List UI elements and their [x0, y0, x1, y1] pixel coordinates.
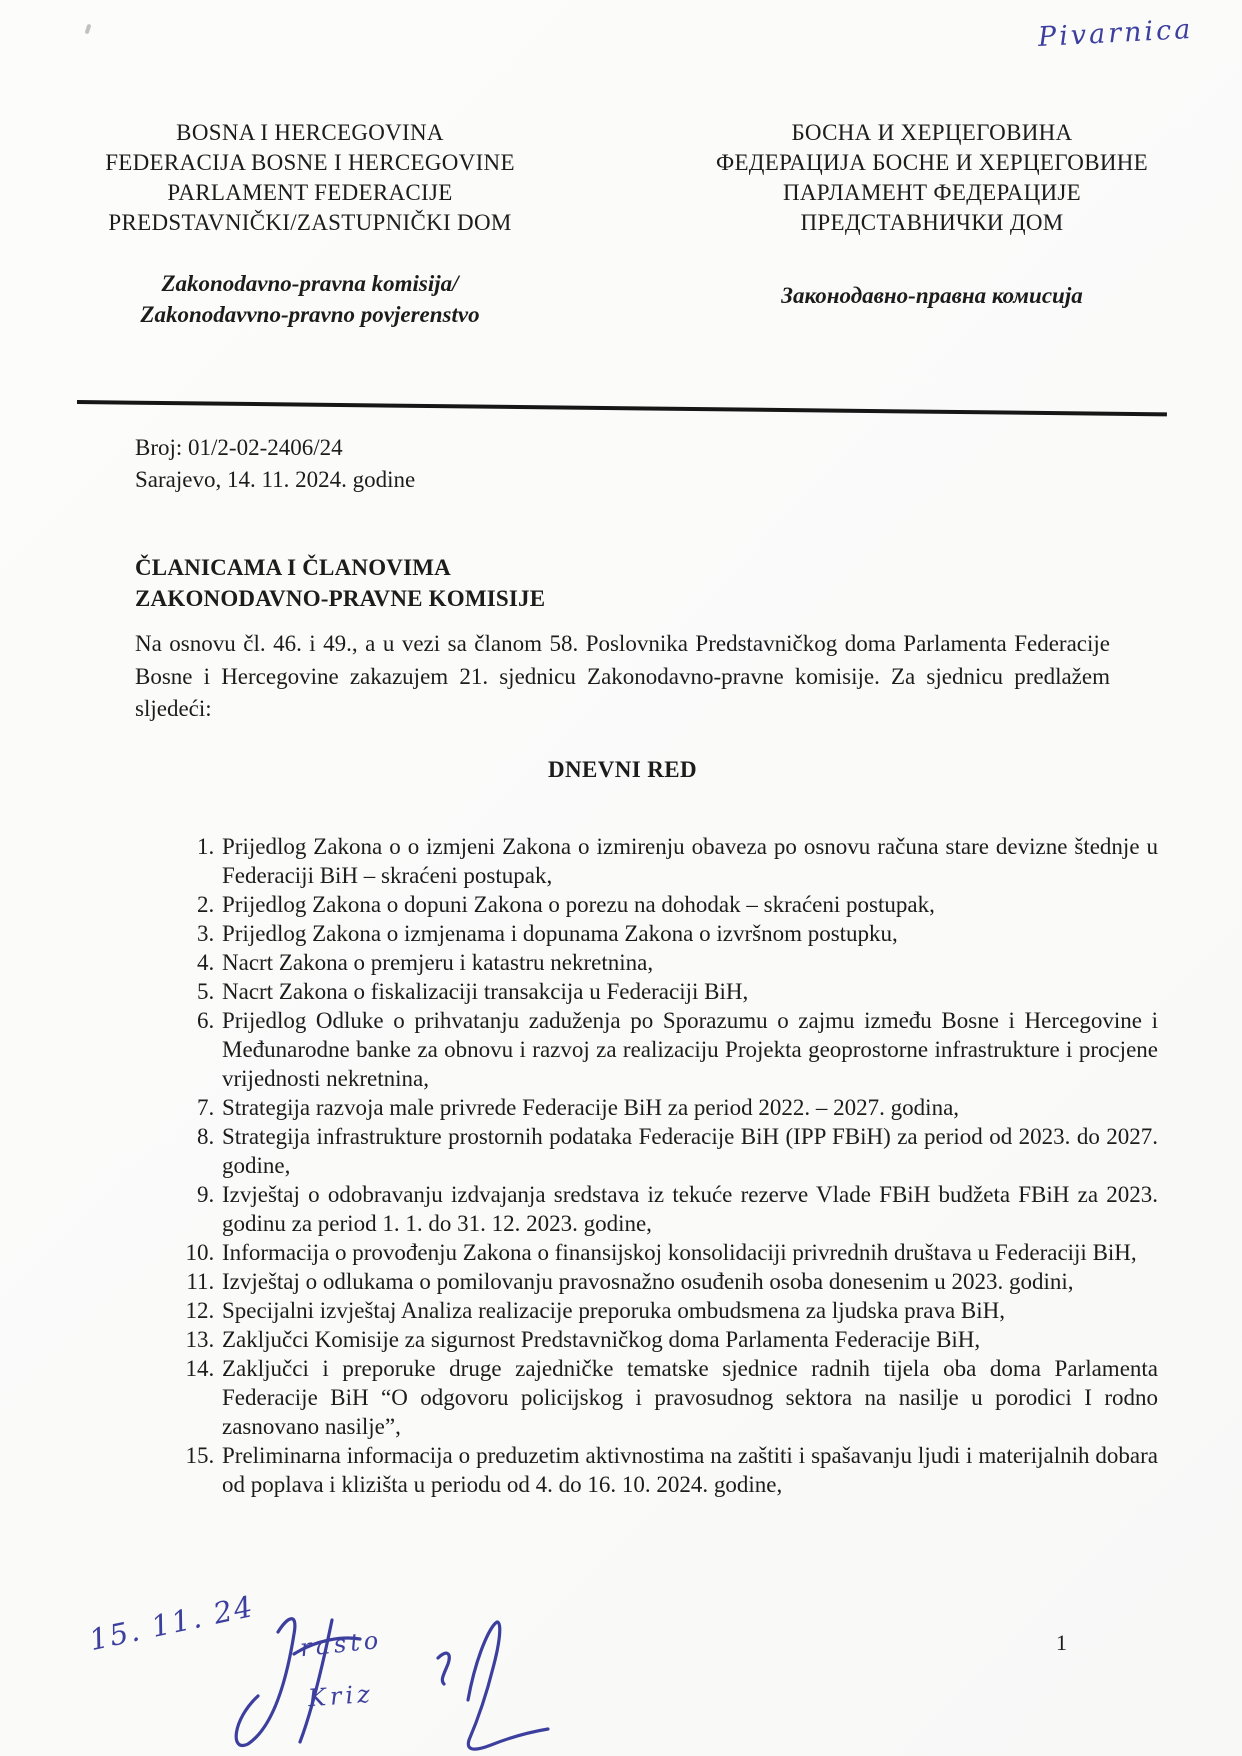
intro-paragraph: Na osnovu čl. 46. i 49., a u vezi sa članom 58. Poslovnika Predstavničkog doma Parlamenta Federacije Bosne i Hercegovine zakazujem 21. sjednicu Zakonodavno-pravne komisije. Za sjednicu predlažem sljedeći: — [135, 631, 1110, 721]
agenda-item-6: 6. Prijedlog Odluke o prihvatanju zaduženja po Sporazumu o zajmu između Bosne i Hercegovine i Međunarodne banke za obnovu i razvoj za realizaciju Projekta geoprostorne infrastrukture i procjene vrijednosti nekretnina, — [220, 1006, 1158, 1093]
agenda-item-8: 8. Strategija infrastrukture prostornih podataka Federacije BiH (IPP FBiH) za period od 2023. do 2027. godine, — [220, 1122, 1158, 1180]
agenda-title: DNEVNI RED — [547, 757, 698, 782]
committee-names — [60, 268, 1182, 330]
agenda-item-14: 14. Zaključci i preporuke druge zajedničke tematske sjednice radnih tijela oba doma Parlamenta Federacije BiH “O odgovoru policijskog i pravosudnog sektora na nasilje u porodici I rodno zasnovano nasilje”, — [220, 1354, 1158, 1441]
agenda-item-4: 4. Nacrt Zakona o premjeru i katastru nekretnina, — [220, 948, 1158, 977]
agenda-item-7: 7. Strategija razvoja male privrede Federacije BiH za period 2022. – 2027. godina, — [220, 1093, 1158, 1122]
handwritten-note-top: Pivarnica — [1037, 13, 1195, 54]
committee-right-line-1: Законодавно-правна комисија — [781, 283, 1083, 308]
institution-header — [60, 118, 1182, 238]
reference-block — [135, 432, 415, 496]
header-right-line-1: БОСНА И ХЕРЦЕГОВИНА — [791, 120, 1073, 145]
agenda-item-5: 5. Nacrt Zakona o fiskalizaciji transakcija u Federaciji BiH, — [220, 977, 1158, 1006]
signature-word-2: Kriz — [307, 1679, 375, 1713]
committee-left-line-1: Zakonodavno-pravna komisija/ — [161, 271, 459, 296]
header-right-line-3: ПАРЛАМЕНТ ФЕДЕРАЦИЈЕ — [782, 180, 1082, 205]
institution-header-left — [60, 118, 560, 238]
place-date: Sarajevo, 14. 11. 2024. godine — [135, 467, 416, 492]
agenda-item-1: 1. Prijedlog Zakona o o izmjeni Zakona o izmirenju obaveza po osnovu računa stare devizne štednje u Federaciji BiH – skraćeni postupak, — [220, 832, 1158, 890]
reference-number: Broj: 01/2-02-2406/24 — [135, 435, 343, 460]
agenda-item-3: 3. Prijedlog Zakona o izmjenama i dopunama Zakona o izvršnom postupku, — [220, 919, 1158, 948]
divider-rule — [77, 400, 1167, 416]
agenda-item-15: 15. Preliminarna informacija o preduzetim aktivnostima na zaštiti i spašavanju ljudi i materijalnih dobara od poplava i klizišta u periodu od 4. do 16. 10. 2024. godine, — [220, 1441, 1158, 1499]
addressee-line-2: ZAKONODAVNO-PRAVNE KOMISIJE — [135, 586, 546, 611]
institution-header-right — [682, 118, 1182, 238]
agenda-item-9: 9. Izvještaj o odobravanju izdvajanja sredstava iz tekuće rezerve Vlade FBiH budžeta FBiH za 2023. godinu za period 1. 1. do 31. 12. 2023. godine, — [220, 1180, 1158, 1238]
scan-speck — [85, 24, 92, 35]
header-right-line-4: ПРЕДСТАВНИЧКИ ДОМ — [800, 210, 1064, 235]
header-right-line-2: ФЕДЕРАЦИЈА БОСНЕ И ХЕРЦЕГОВИНЕ — [715, 150, 1149, 175]
committee-name-right — [682, 268, 1182, 330]
handwritten-date: 15. 11. 24 — [86, 1588, 258, 1658]
agenda-item-10: 10. Informacija o provođenju Zakona o finansijskoj konsolidaciji privrednih društava u Federaciji BiH, — [220, 1238, 1158, 1267]
agenda-item-11: 11. Izvještaj o odlukama o pomilovanju pravosnažno osuđenih osoba donesenim u 2023. godini, — [220, 1267, 1158, 1296]
agenda-item-13: 13. Zaključci Komisije za sigurnost Predstavničkog doma Parlamenta Federacije BiH, — [220, 1325, 1158, 1354]
committee-left-line-2: Zakonodavvno-pravno povjerenstvo — [140, 302, 480, 327]
addressee-block — [135, 552, 545, 614]
header-left-line-2: FEDERACIJA BOSNE I HERCEGOVINE — [105, 150, 515, 175]
agenda-item-12: 12. Specijalni izvještaj Analiza realizacije preporuka ombudsmena za ljudska prava BiH, — [220, 1296, 1158, 1325]
agenda-item-2: 2. Prijedlog Zakona o dopuni Zakona o porezu na dohodak – skraćeni postupak, — [220, 890, 1158, 919]
header-left-line-4: PREDSTAVNIČKI/ZASTUPNIČKI DOM — [108, 210, 512, 235]
signature-word-1: rasto — [298, 1625, 384, 1663]
committee-name-left — [60, 268, 560, 330]
page-number: 1 — [1056, 1630, 1067, 1655]
header-left-line-1: BOSNA I HERCEGOVINA — [176, 120, 444, 145]
header-left-line-3: PARLAMENT FEDERACIJE — [167, 180, 453, 205]
agenda-list — [172, 832, 1158, 1499]
signature-scribble — [70, 1580, 550, 1756]
addressee-line-1: ČLANICAMA I ČLANOVIMA — [135, 555, 451, 580]
